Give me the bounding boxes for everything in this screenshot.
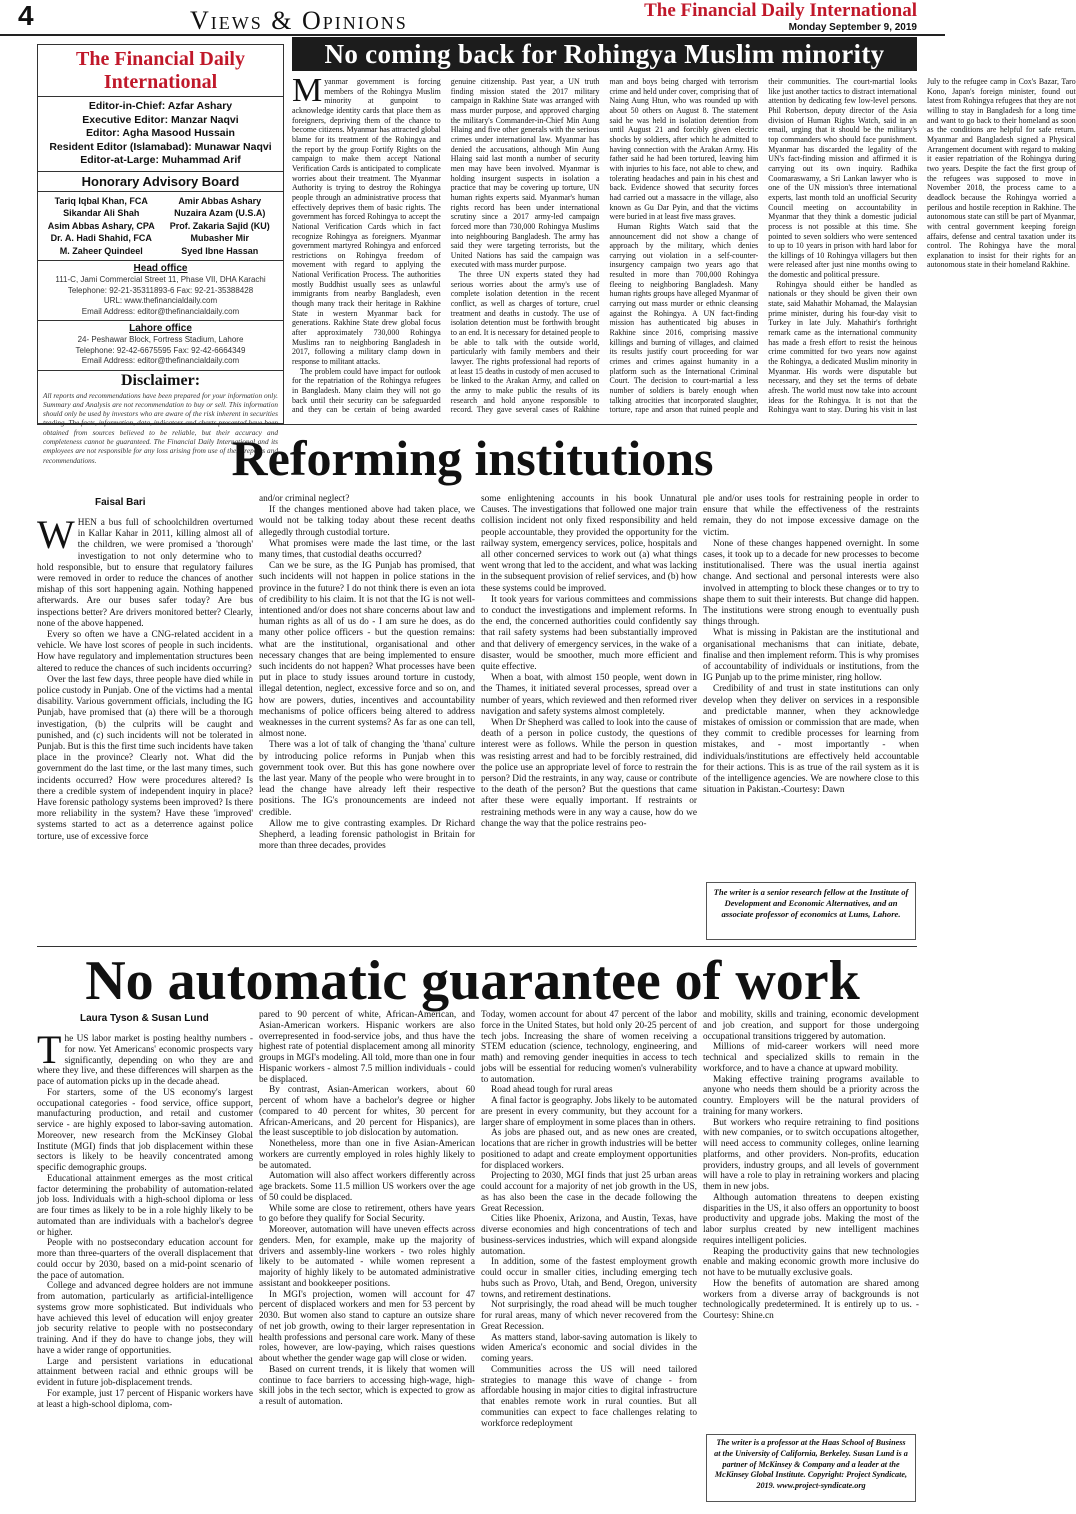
article-paragraph: Projecting to 2030, MGI finds that just 25 urban areas could account for a majority of net job growth in the US, as has also been the case in the decade following the Great Recession. <box>481 1171 697 1214</box>
article-paragraph: Rohingya should either be handled as nationals or they should be given their own state, said Mahathir Mohamad, the Malaysian prime minister, during his four-day visit to Turkey in late July. Mahathir's forthright remark came as the international community has made a fresh effort to resist the heinous crime committed for two years now against the Rohingya, a dedicated Muslim minority in Myanmar. His words were disputable but necessary, and they set the terms of debate afresh. The world must now take into account ideas for the Rohingya. It is not that the Rohingya want to stay. During his visit in last July to the refugee camp in Cox's Bazar, Taro Kono, Japan's foreign minister, found out latest from Rohingya refugees that they are not willing to stay in Bangladesh for a long time and want to go back to their homeland as soon as the conditions are helpful for safe return. Myanmar and Bangladesh signed a Physical Arrangement document with regard to making it easier repatriation of the Rohingya during two years. Despite the fact the first group of the refugees was supposed to move in November 2018, the process came to a deadlock because the Rohingya worried a perilous and hostile reception in Rakhine. The autonomous state can still be part of Myanmar, with central government keeping foreign affairs, defense and central taxation under its control. The Rohingya have the moral explanation to insist for their rights for an autonomous state in their homeland Rakhine. <box>768 77 1076 415</box>
editor-line: Executive Editor: Manzar Naqvi <box>82 113 239 126</box>
article-body-rohingya <box>292 72 1076 415</box>
head-office-details <box>38 274 283 321</box>
office-line: Telephone: 92-21-35311893-6 Fax: 92-21-35388428 <box>67 285 254 295</box>
article-paragraph: Today, women account for about 47 percent of the labor force in the United States, but hold only 20-25 percent of tech jobs. Increasing the share of women receiving a STEM education (science, technology, engineering, and math) and removing gender inequities in access to tech jobs will be essential for reducing women's vulnerability to automation. <box>481 1010 697 1085</box>
article-paragraph: While some are close to retirement, others have years to go before they qualify for Social Security. <box>259 1203 475 1225</box>
article-paragraph: For example, just 17 percent of Hispanic workers have at least a high-school diploma, com- <box>37 1388 253 1410</box>
article-paragraph: People with no postsecondary education account for more than three-quarters of the overall displacement that could occur by 2030, based on a mid-point scenario of the pace of automation. <box>37 1238 253 1281</box>
article-paragraph: pared to 90 percent of white, African-American, and Asian-American workers. Hispanic workers are also overrepresented in food-service jobs, and thus have the highest rate of potential displacement among all minority groups in MGI's modeling. All told, more than one in four Hispanic workers - almost 7.5 million individuals - could be displaced. <box>259 1010 475 1085</box>
office-line: 111-C, Jami Commercial Street 11, Phase VII, DHA Karachi <box>55 275 266 284</box>
article-paragraph: and mobility, skills and training, economic development and job creation, and support for those undergoing occupational transitions triggered by automation. <box>703 1010 919 1042</box>
article-paragraph: In MGI's projection, women will account for 47 percent of displaced workers and men for 53 percent by 2030. But women also stand to capture an outsize share of net job growth, owing to their larger representation in health professions and personal care work. Many of these roles, however, are low-paying, which raises questions about whether the gender wage gap will close or widen. <box>259 1289 475 1364</box>
board-member: Dr. A. Hadi Shahid, FCA <box>50 233 152 243</box>
article-paragraph: What is missing in Pakistan are the institutional and organisational mechanisms that can initiate, debate, finalise and then implement reform. This is why promises of accountability of individuals or institutions, from the IG Punjab up to the prime minister, ring hollow. <box>703 628 919 684</box>
byline-author: Faisal Bari <box>95 497 146 508</box>
article-paragraph: Based on current trends, it is likely that women will continue to face barriers to accessing high-wage, high-skill jobs in the tech sector, which is expected to grow as a result of automation. <box>259 1364 475 1407</box>
editor-line: Resident Editor (Islamabad): Munawar Naqvi <box>49 140 272 153</box>
editor-line: Editor-at-Large: Muhammad Arif <box>80 154 241 166</box>
article-paragraph: Making effective training programs available to anyone who needs them should be a priority across the country. Employers will be the natural providers of training for many workers. <box>703 1074 919 1117</box>
article-paragraph: Human Rights Watch said that the announcement did not show a change of approach by the military, which denies carrying out violation in a self-counter-insurgency campaign two years ago that resulted in more than 700,000 Rohingya fleeing to neighboring Bangladesh. Many human rights groups have alleged Myanmar of carrying out mass murder or ethnic cleansing against the Rohingya. A UN fact-finding mission has authenticated big abuses in Rakhine since 2016, comprising massive killings and burning of villages, and claimed its results justify court proceeding for war crimes and crimes against humanity in a platform such as the International Criminal Court. The decision to court-martial a less number of soldiers is barely enough when talking atrocities that incorporated slaughter, torture, rape and arson that ruined people and their communities. The court-martial looks like just another tactics to distract international attention by dedicating few low-level persons. Phil Robertson, deputy director of the Asia division of Human Rights Watch, said in an email, urging that it should be the military's top commanders who should face punishment. Myanmar has discarded the legality of the UN's fact-finding mission and affirmed it is carrying out its own inquiry. Radhika Coomaraswamy, a Sri Lankan lawyer who is one of the UN mission's three international experts, last month told an unofficial Security Council meeting on accountability in Myanmar that they think a domestic judicial process is not possible at this time. She pointed to seven soldiers who were sentenced to up to 10 years in prison with hard labor for the killings of 10 Rohingya villagers but then were released after just nine months owing to the domestic and political pressure. <box>609 77 917 415</box>
office-line: Email Address: editor@thefinancialdaily.com <box>81 356 240 365</box>
article-paragraph: A final factor is geography. Jobs likely to be automated are present in every community, but they account for a larger share of employment in some places than in others. <box>481 1096 697 1128</box>
article-column <box>37 1027 253 1510</box>
issue-date: Monday September 9, 2019 <box>788 22 917 33</box>
article-paragraph: Although automation threatens to deepen existing disparities in the US, it also offers an opportunity to boost productivity and upgrade jobs. Making the most of the labor surplus created by new intelligent machines requires intelligent policies. <box>703 1192 919 1246</box>
section-title: Views & Opinions <box>190 6 408 35</box>
article-paragraph: For starters, some of the US economy's largest occupational categories - food service, office support, manufacturing production, and retail and customer service - are highly exposed to labor-saving automation. Moreover, new research from the McKinsey Global Institute (MGI) finds that job displacement within these sectors is likely to be heavily concentrated among specific demographic groups. <box>37 1087 253 1173</box>
author-bio-box: The writer is a senior research fellow at the Institute of Development and Economic Alternatives, and an associate professor of economics at Lums, Lahore. <box>706 882 916 940</box>
article-paragraph: Educational attainment emerges as the most critical factor determining the probability of automation-related job loss. Individuals with a high-school diploma or less are four times as likely to be in a role highly likely to be automated than are individuals with a bachelor's degree or higher. <box>37 1173 253 1238</box>
page-number: 4 <box>18 0 34 31</box>
article-subhead: Road ahead tough for rural areas <box>491 1085 613 1096</box>
article-column <box>481 1010 697 1510</box>
article-paragraph: None of these changes happened overnight. In some cases, it took up to a decade for new processes to become institutionalised. There was the usual inertia against change. And sectional and personal interests were also involved in attempting to block these changes or to try to shape them to suit their interests. But change did happen. The institutions were strong enough to eventually push things through. <box>703 538 919 628</box>
article-paragraph: Nonetheless, more than one in five Asian-American workers are currently employed in roles highly likely to be automated. <box>259 1139 475 1171</box>
article-paragraph: Large and persistent variations in educational attainment between racial and ethnic groups will be evident in future job-displacement trends. <box>37 1356 253 1388</box>
article-paragraph: There was a lot of talk of changing the 'thana' culture by introducing police reforms in Punjab when this government took over. But this has gone nowhere over the last year. Many of the people who were brought in to lead the change have already left their respective positions. The IG's pronouncements are indeed not credible. <box>259 740 475 818</box>
office-line: 24- Peshawar Block, Fortress Stadium, Lahore <box>77 335 244 344</box>
article-paragraph: Communities across the US will need tailored strategies to manage this wave of change - from affordable housing in major cities to digital infrastructure that enables remote work in rural counties. But all communities can expect to face challenges relating to workforce redeployment <box>481 1364 697 1429</box>
article-paragraph: As matters stand, labor-saving automation is likely to widen America's economic and social divides in the coming years. <box>481 1332 697 1364</box>
advisory-board-right <box>161 195 280 258</box>
article-column <box>259 494 475 946</box>
article-paragraph: Over the last few days, three people have died while in police custody in Punjab. One of the victims had a mental disability. Various government officials, including the IG Punjab, have promised that (a) there will be a thorough investigation, (b) the culprits will be caught and punished, and (c) such incidents will not be tolerated in Punjab. But is this the first time such incidents have taken place in the province? Clearly not. What did the government do the last time, or the last many times, such incidents occurred? How were procedures altered? Is there a credible system of independent inquiry in place? Have forensic pathology systems been improved? Is there more reliability in the system? Have these 'improved' systems started to act as a deterrence against police torture, use of excessive force <box>37 674 253 842</box>
head-office-title: Head office <box>133 263 188 274</box>
editors-list <box>38 97 283 172</box>
advisory-board-left <box>42 195 161 258</box>
article-column <box>259 1010 475 1510</box>
article-paragraph: What promises were made the last time, or the last many times, that custodial deaths occurred? <box>259 538 475 561</box>
divider <box>37 946 917 947</box>
masthead-paper-name: The Financial Daily International <box>38 45 283 97</box>
article-paragraph: Allow me to give contrasting examples. Dr Richard Shepherd, a leading forensic pathologist in Britain for more than three decades, provides <box>259 818 475 852</box>
article-paragraph: As jobs are phased out, and as new ones are created, locations that are richer in growth industries will be better positioned to adapt and create employment opportunities for displaced workers. <box>481 1128 697 1171</box>
article-paragraph: When a boat, with almost 150 people, went down in the Thames, it initiated several processes, spread over a number of years, which reviewed and then reformed river navigation and safety systems almost completely. <box>481 673 697 717</box>
divider <box>37 424 917 425</box>
article-column <box>37 512 253 946</box>
article-paragraph: Myanmar government is forcing members of the Rohingya Muslim minority at gunpoint to acknowledge identity cards that place them as foreigners, depriving them of the chance to become citizens. Myanmar has attracted global blame for its treatment of the Rohingya and the report by the group Fortify Rights on the campaign to make them accept National Verification Cards is anticipated to complicate worries about their treatment. The Myanmar Authority is trying to destroy the Rohingya people through an administrative process that effectively deprives them of basic rights. The government has forced Rohingya to accept the National Verification Cards which in fact recognize Rohingya as foreigners. Myanmar government martyred Rohingya and enforced restrictions on Rohingya freedom of movement with regard to applying the National Verification Process. The authorities mostly Buddhist usually sees as unlawful immigrants from nearby Bangladesh, even though many track their heritage in Rakhine State in western Myanmar back for generations. Rakhine State drew global focus after approximately 730,000 Rohingya Muslims ran to neighboring Bangladesh in 2017, following a military clamp down in response to militant attacks. <box>292 72 441 367</box>
office-line: Telephone: 92-42-6675595 Fax: 92-42-6664349 <box>75 345 246 355</box>
article-paragraph: Cities like Phoenix, Arizona, and Austin, Texas, have diverse economies and high concentrations of tech and business-services industries, which will expand alongside automation. <box>481 1214 697 1257</box>
article-paragraph: Moreover, automation will have uneven effects across genders. Men, for example, make up the majority of drivers and assembly-line workers - two roles highly likely to be automated - while women represent a majority of highly likely to be automated administrative assistant and bookkeeper positions. <box>259 1225 475 1289</box>
lahore-office-details <box>38 334 283 371</box>
article-paragraph: The US labor market is posting healthy numbers - for now. Yet Americans' economic prospects vary significantly, depending on who they are and where they live, and these differences will sharpen as the pace of automation picks up in the decade ahead. <box>37 1027 253 1087</box>
office-line: URL: www.thefinancialdaily.com <box>103 296 218 305</box>
board-member: Amir Abbas Ashary <box>178 195 262 206</box>
article-headline-rohingya: No coming back for Rohingya Muslim minority <box>292 37 917 71</box>
article-paragraph: The three UN experts stated they had serious worries about the army's use of complete isolation detention in the recent conflict, as well as charges of torture, cruel treatment and deaths in custody. The use of isolation detention must be forthwith brought to an end. It is necessary for detained people to be able to talk with the outside world, particularly with family members and their lawyer. The rights professional had reports of at least 15 deaths in custody of men accused to be linked to the Arakan Army, and called on the army to make public the results of its research and hold anyone responsible to record. They gave several cases of Rakhine man and boys being charged with terrorism crime and held under cover, comprising that of Naing Aung Htun, who was rounded up with about 50 others on August 8. The statement said he was held in isolation detention from until August 21 and forcibly given electric shocks by soldiers, after which he admitted to having connection with the Arakan Army. His father said he had been tortured, leaving him with injuries to his face, not able to chew, and tolerating headaches and pain in his chest and back. Evidence showed that security forces had carried out a massacre in the village, also known as Gu Dar Pyin, and that the victims were buried in at least five mass graves. <box>450 77 759 415</box>
article-paragraph: In addition, some of the fastest employment growth could occur in smaller cities, including emerging tech hubs such as Provo, Utah, and Bend, Oregon, university towns, and retirement destinations. <box>481 1257 697 1300</box>
masthead-box <box>37 44 284 465</box>
article-headline-automation: No automatic guarantee of work <box>85 950 860 1012</box>
article-column <box>481 494 697 946</box>
article-paragraph: Every so often we have a CNG-related accident in a vehicle. We have lost scores of people in such incidents. How have regulatory and implementation structures been altered to reduce the chances of such incidents occurring? <box>37 630 253 674</box>
drop-cap: M <box>292 72 323 109</box>
office-line: Email Address: editor@thefinancialdaily.com <box>81 306 240 316</box>
drop-cap: W <box>37 512 75 557</box>
lahore-office-title: Lahore office <box>129 323 192 334</box>
article-paragraph: Millions of mid-career workers will need more technical and specialized skills to remain in the workforce, and to have a chance at upward mobility. <box>703 1042 919 1074</box>
article-paragraph: Reaping the productivity gains that new technologies enable and making economic growth more inclusive do not have to be mutually exclusive goals. <box>703 1246 919 1278</box>
editor-line: Editor: Agha Masood Hussain <box>86 127 235 139</box>
article-paragraph: some enlightening accounts in his book Unnatural Causes. The investigations that followed one major train collision incident not only fixed responsibility and held people accountable, they provided the opportunity for the railway system, emergency services, police, hospitals and all other concerned services to work out (a) what things went wrong that led to the accident, and what was lacking in the subsequent provision of relief services, and (b) how these systems could be improved. <box>481 494 697 594</box>
byline-author: Laura Tyson & Susan Lund <box>80 1013 209 1024</box>
board-member: Tariq Iqbal Khan, FCA <box>54 195 148 206</box>
board-member: Asim Abbas Ashary, CPA <box>47 220 155 231</box>
board-member: Syed Ibne Hassan <box>181 245 259 256</box>
disclaimer-title: Disclaimer: <box>120 371 201 389</box>
article-paragraph: By contrast, Asian-American workers, about 60 percent of whom have a bachelor's degree or higher (compared to 40 percent for whites, 30 percent for African-Americans, and 20 percent for Hispanics), are the least susceptible to job dislocation by automation. <box>259 1085 475 1139</box>
board-member: Mubasher Mir <box>190 233 249 243</box>
drop-cap: T <box>37 1027 62 1072</box>
board-member: Prof. Zakaria Sajid (KU) <box>169 220 270 231</box>
page-header <box>0 0 945 36</box>
article-paragraph: Credibility of and trust in state institutions can only develop when they deliver on services in a responsible and predictable manner, when they acknowledge mistakes of omission or commission that are made, when they commit to credible processes for learning from mistakes, and - most importantly - when individuals/institutions are effectively held accountable for their actions. This is as true of the rail system as it is of the intelligence agencies. We are nowhere close to this situation in Pakistan.-Courtesy: Dawn <box>703 684 919 796</box>
article-paragraph: WHEN a bus full of schoolchildren overturned in Kallar Kahar in 2011, killing almost all of the children, we were promised a 'thorough' investigation to not only determine who to hold responsible, but to ensure that regulatory failures were removed in order to reduce the chances of another mishap of this sort happening again. Nothing happened afterwards. Are our buses safer today? Are bus inspections better? Are drivers monitored better? Clearly, none of the above happened. <box>37 512 253 629</box>
board-member: M. Zaheer Quindeel <box>59 245 143 256</box>
article-paragraph: When Dr Shepherd was called to look into the cause of death of a person in police custody, the questions of interest were as follows. While the person in question was resisting arrest and had to be forcibly restrained, did the police use an appropriate level of force to restrain the person? Did the restraints, in any way, cause or contribute to the death of the person? But the questions that came after these were equally important. If restraints or restraining methods were in any way a cause, how do we change the way that the police restrains peo- <box>481 718 697 829</box>
article-paragraph: The problem could have impact for outlook for the repatriation of the Rohingya refugees in Bangladesh. Many claim they will not go back until their security can be safeguarded and they can be certain of being awarded genuine citizenship. Past year, a UN truth finding mission stated the 2017 military campaign in Rakhine State was arranged with mass murder purpose, and approved charging the military's Commander-in-Chief Min Aung Hlaing and five other generals with the serious crimes under international law. Myanmar has denied the accusations, although Min Aung Hlaing said last month a number of security men may have been involved. Myanmar is holding insurgent suspects in isolation a practice that may be covering up torture, UN human rights experts said. Myanmar's human rights record has been under international scrutiny since a 2017 army-led campaign forced more than 730,000 Rohingya Muslims into neighbouring Bangladesh. The army has said they were targeting terrorists, but the United Nations has said the campaign was executed with mass murder purpose. <box>292 77 600 415</box>
article-column <box>703 1010 919 1430</box>
article-paragraph: Can we be sure, as the IG Punjab has promised, that such incidents will not happen in police stations in the province in the future? I do not think there is even an iota of credibility to his claim. It is not that the IG is not well-intentioned and/or does not share concerns about law and human rights as all of us do - I am sure he does, as do many other police officers - but the question remains: what are the institutional, organisational and other necessary changes that are being implemented to ensure such incidents do not happen? What processes have been put in place to study issues around torture in custody, illegal detention, neglect, excessive force and so on, and how are powers, duties, incentives and accountability mechanisms of police officers being altered to address weaknesses in the current systems? As far as one can tell, almost none. <box>259 561 475 740</box>
header-paper-name: The Financial Daily International <box>644 0 917 21</box>
article-paragraph: But workers who require retraining to find positions with new companies, or to switch occupations altogether, will need access to community colleges, online learning platforms, and other providers. Non-profits, education providers, industry groups, and all levels of government will have a role to play in retraining workers and placing them in new jobs. <box>703 1117 919 1192</box>
article-paragraph: Not surprisingly, the road ahead will be much tougher for rural areas, many of which never recovered from the Great Recession. <box>481 1300 697 1332</box>
board-member: Sikandar Ali Shah <box>63 208 140 218</box>
editor-line: Editor-in-Chief: Azfar Ashary <box>88 100 233 112</box>
article-body-reforming <box>37 494 917 946</box>
author-bio-box: The writer is a professor at the Haas School of Business at the University of California, Berkeley. Susan Lund is a partner of McKinsey & Company and a leader at the McKinsey Global Institute. Copyright: Project Syndicate, 2019. www.project-syndicate.org <box>706 1434 916 1502</box>
board-member: Nuzaira Azam (U.S.A) <box>174 208 266 218</box>
article-headline-reforming: Reforming institutions <box>231 430 714 486</box>
article-column <box>703 494 919 878</box>
article-paragraph: and/or criminal neglect? <box>259 494 350 504</box>
article-paragraph: How the benefits of automation are shared among workers from a diverse array of backgrounds is not technologically predetermined. It is entirely up to us. -Courtesy: Shine.cn <box>703 1278 919 1321</box>
disclaimer-text: All reports and recommendations have been prepared for your information only. Summary and Analysis are not recommendation to buy or sell. This information should only be used by investors who are aware of the risk inherent in securities trading. The facts, information, data, indicators and charts presented have been obtained from sources believed to be reliable, but their accuracy and completeness cannot be guaranteed. The Financial Daily International and its employees are not responsible for any loss arising from use of these reports and recommendations. <box>43 390 278 465</box>
advisory-board-title: Honorary Advisory Board <box>38 172 283 192</box>
article-paragraph: College and advanced degree holders are not immune from automation, particularly as artificial-intelligence systems grow more sophisticated. But individuals who have achieved this level of education will enjoy greater job security relative to people with no postsecondary training. And if they do have to change jobs, they will have a wider range of opportunities. <box>37 1281 253 1356</box>
advisory-board-list <box>38 192 283 262</box>
article-paragraph: It took years for various committees and commissions to conduct the investigations and implement reforms. In the end, the concerned authorities could confidently say that rail safety systems had been substantially improved and that delivery of emergency services, in the wake of a disaster, would be smoother, much more efficient and quite effective. <box>481 594 697 673</box>
article-paragraph: Automation will also affect workers differently across age brackets. Some 11.5 million US workers over the age of 50 could be displaced. <box>259 1171 475 1203</box>
article-paragraph: If the changes mentioned above had taken place, we would not be talking today about these recent deaths allegedly through custodial torture. <box>259 505 475 538</box>
article-paragraph: ple and/or uses tools for restraining people in order to ensure that while the effectiveness of the restraints remain, they do not impose excessive damage on the victim. <box>703 494 919 538</box>
